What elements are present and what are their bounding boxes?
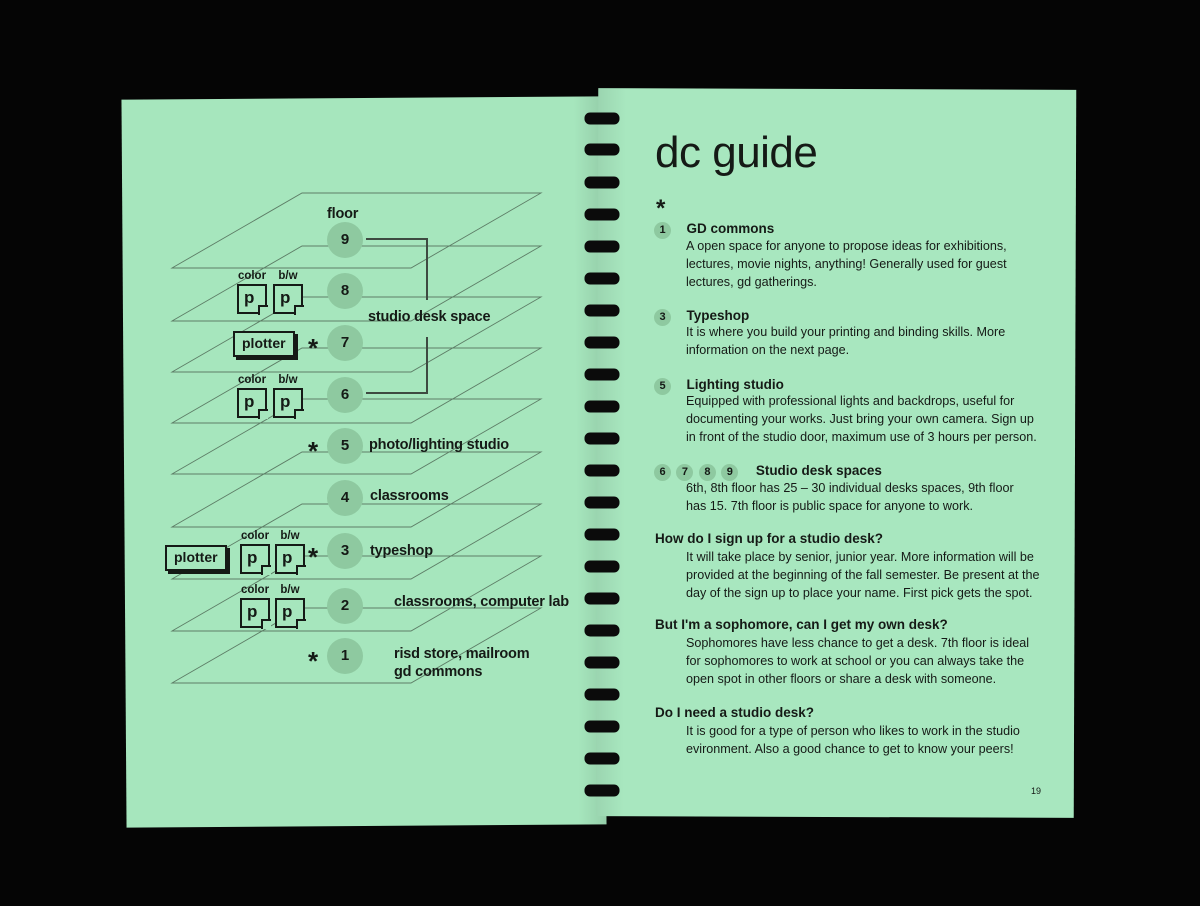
body-line: It is good for a type of person who likes to work in the studio [686, 724, 1020, 738]
color-printer-label: color [237, 374, 267, 386]
printer-box [240, 544, 270, 574]
body-line: It will take place by senior, junior year. More information will be [686, 550, 1034, 564]
title-guide: guide [712, 128, 818, 177]
body-line: for sophomores to work at school or you can always take the [686, 654, 1025, 668]
section-body [686, 479, 1014, 515]
section-heading: Typeshop [686, 308, 750, 323]
body-line: documenting your works. Just bring your own camera. Sign up [686, 412, 1034, 426]
section-body [686, 237, 1007, 291]
printer-box [273, 388, 303, 418]
color-printer-icon [236, 374, 268, 418]
body-line: lectures, gd gatherings. [686, 275, 817, 289]
body-line: lectures, movie nights, anything! Generally used for guest [686, 257, 1007, 271]
printer-glyph: p [280, 392, 291, 411]
page-number: 19 [1031, 786, 1042, 796]
floor-number-badge: 7 [676, 464, 693, 481]
bw-printer-label: b/w [280, 584, 300, 596]
body-line: open spot in other floors or share a desk with someone. [686, 672, 997, 686]
color-printer-label: color [240, 584, 270, 596]
asterisk-icon: * [308, 436, 319, 466]
printer-box [275, 544, 305, 574]
body-line: Equipped with professional lights and backdrops, useful for [686, 394, 1015, 408]
body-line: Sophomores have less chance to get a desk. 7th floor is ideal [686, 636, 1030, 650]
title-dc: dc [655, 128, 701, 177]
bw-printer-icon [274, 530, 306, 574]
floor-3-label: typeshop [370, 543, 433, 559]
plotter-icon: plotter [165, 545, 227, 571]
floor-4-label: classrooms [370, 488, 449, 504]
floor-number-badge: 9 [721, 464, 738, 481]
printer-box [273, 284, 303, 314]
faq-answer [686, 722, 1020, 758]
printer-box [275, 598, 305, 628]
asterisk-icon: * [308, 646, 319, 676]
floor-6-badge: 6 [327, 377, 363, 413]
section-body [686, 392, 1037, 446]
section-heading: Lighting studio [686, 377, 784, 392]
printer-box [237, 388, 267, 418]
floor-2-label: classrooms, computer lab [394, 594, 569, 610]
faq-question: But I'm a sophomore, can I get my own desk? [655, 617, 948, 632]
body-line: A open space for anyone to propose ideas for exhibitions, [686, 239, 1007, 253]
floor-number-badge: 5 [654, 378, 671, 395]
floor-header: floor [327, 206, 359, 222]
section-body [686, 323, 1005, 359]
printer-box [240, 598, 270, 628]
color-printer-icon [236, 270, 268, 314]
printer-glyph: p [244, 392, 255, 411]
floor-7-badge: 7 [327, 325, 363, 361]
printer-glyph: p [280, 288, 291, 307]
color-printer-icon [239, 530, 271, 574]
bw-printer-label: b/w [280, 530, 300, 542]
page-title [655, 128, 817, 178]
body-line: in front of the studio door, maximum use of 3 hours per person. [686, 430, 1037, 444]
color-printer-label: color [237, 270, 267, 282]
body-line: has 15. 7th floor is public space for anyone to work. [686, 499, 974, 513]
section-heading: Studio desk spaces [755, 463, 882, 478]
body-line: It is where you build your printing and binding skills. More [686, 325, 1006, 339]
floor-number-badge: 1 [654, 222, 671, 239]
printer-glyph: p [247, 602, 258, 621]
bw-printer-icon [272, 270, 304, 314]
studio-desk-space-label: studio desk space [368, 309, 491, 325]
printer-box [237, 284, 267, 314]
bw-printer-icon [272, 374, 304, 418]
floor-9-badge: 9 [327, 222, 363, 258]
asterisk-icon: * [308, 542, 319, 572]
body-line: provided at the beginning of the fall semester. Be present at the [686, 568, 1040, 582]
color-printer-icon [239, 584, 271, 628]
body-line: day of the sign up to place your name. First pick gets the spot. [686, 586, 1033, 600]
body-line: evironment. Also a good chance to get to know your peers! [686, 742, 1014, 756]
plotter-icon: plotter [233, 331, 295, 357]
floor-8-badge: 8 [327, 273, 363, 309]
floor-2-badge: 2 [327, 588, 363, 624]
printer-glyph: p [244, 288, 255, 307]
floor-5-label: photo/lighting studio [369, 437, 509, 453]
bw-printer-label: b/w [278, 270, 298, 282]
faq-question: How do I sign up for a studio desk? [655, 531, 884, 546]
floor-number-badge: 8 [699, 464, 716, 481]
floor-1-label-2: gd commons [394, 664, 483, 680]
printer-glyph: p [282, 602, 293, 621]
asterisk-icon: * [308, 333, 319, 363]
floor-3-badge: 3 [327, 533, 363, 569]
gutter-shadow [596, 88, 627, 816]
section-heading: GD commons [686, 221, 775, 236]
floor-1-label: risd store, mailroom [394, 646, 530, 662]
bw-printer-label: b/w [278, 374, 298, 386]
faq-question: Do I need a studio desk? [655, 705, 815, 720]
floor-5-badge: 5 [327, 428, 363, 464]
printer-glyph: p [247, 548, 258, 567]
left-page [121, 96, 606, 827]
bw-printer-icon [274, 584, 306, 628]
printer-glyph: p [282, 548, 293, 567]
faq-answer [686, 634, 1029, 688]
asterisk-icon: * [656, 195, 666, 222]
floor-1-badge: 1 [327, 638, 363, 674]
body-line: information on the next page. [686, 343, 850, 357]
faq-answer [686, 548, 1040, 602]
floor-number-badge: 6 [654, 464, 671, 481]
floor-4-badge: 4 [327, 480, 363, 516]
floor-number-badge: 3 [654, 309, 671, 326]
body-line: 6th, 8th floor has 25 – 30 individual desks spaces, 9th floor [686, 481, 1014, 495]
color-printer-label: color [240, 530, 270, 542]
